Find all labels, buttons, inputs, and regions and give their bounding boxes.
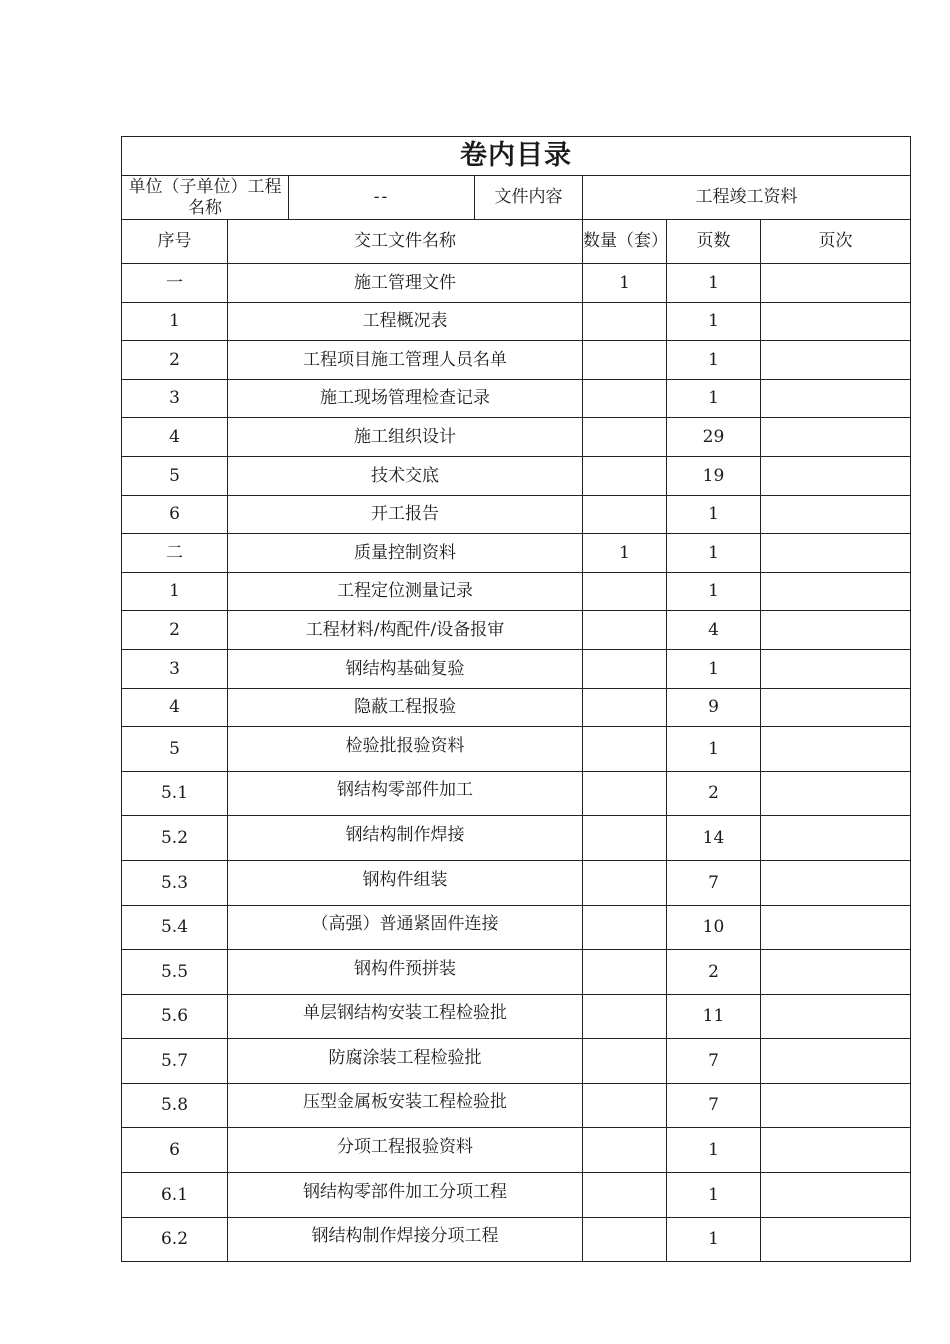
row-seq: 5.8 [122,1083,228,1128]
table-row [122,456,911,495]
row-qty: 1 [583,534,667,573]
row-pages: 1 [667,649,761,688]
row-pages: 9 [667,688,761,727]
row-file-name: 钢构件组装 [228,860,583,905]
row-page-no [761,264,911,303]
table-row [122,688,911,727]
row-qty [583,1039,667,1084]
table-row [122,727,911,772]
row-page-no [761,341,911,380]
row-page-no [761,1217,911,1262]
table-row [122,341,911,380]
table-row [122,771,911,816]
table-row [122,1173,911,1218]
row-file-name: 防腐涂装工程检验批 [228,1039,583,1084]
row-pages: 2 [667,950,761,995]
table-row [122,534,911,573]
row-seq: 6.2 [122,1217,228,1262]
row-qty: 1 [583,264,667,303]
catalog-table [121,136,911,1262]
row-pages: 1 [667,302,761,341]
row-seq: 4 [122,688,228,727]
row-pages: 1 [667,1173,761,1218]
row-file-name: 压型金属板安装工程检验批 [228,1083,583,1128]
row-file-name: 工程定位测量记录 [228,572,583,611]
row-page-no [761,649,911,688]
row-seq: 6.1 [122,1173,228,1218]
table-row [122,994,911,1039]
file-content-label: 文件内容 [475,176,583,220]
row-seq: 3 [122,649,228,688]
row-qty [583,1217,667,1262]
file-content-value: 工程竣工资料 [583,176,911,220]
row-seq: 5.7 [122,1039,228,1084]
row-pages: 7 [667,1083,761,1128]
row-page-no [761,727,911,772]
row-pages: 1 [667,1217,761,1262]
row-pages: 19 [667,456,761,495]
row-page-no [761,418,911,457]
row-seq: 5.1 [122,771,228,816]
row-qty [583,572,667,611]
row-pages: 1 [667,1128,761,1173]
row-file-name: 钢构件预拼装 [228,950,583,995]
row-qty [583,418,667,457]
row-pages: 1 [667,495,761,534]
row-seq: 2 [122,611,228,650]
table-row [122,379,911,418]
unit-project-value: -- [289,176,475,220]
table-row [122,649,911,688]
row-qty [583,860,667,905]
row-qty [583,379,667,418]
row-qty [583,302,667,341]
table-row [122,264,911,303]
row-pages: 7 [667,860,761,905]
row-pages: 7 [667,1039,761,1084]
row-pages: 1 [667,727,761,772]
row-seq: 二 [122,534,228,573]
row-seq: 一 [122,264,228,303]
row-file-name: 钢结构零部件加工 [228,771,583,816]
row-seq: 5.4 [122,905,228,950]
catalog-title: 卷内目录 [122,137,911,176]
row-seq: 5.6 [122,994,228,1039]
row-pages: 4 [667,611,761,650]
row-file-name: （高强）普通紧固件连接 [228,905,583,950]
table-row [122,495,911,534]
row-seq: 1 [122,302,228,341]
catalog-sheet [121,136,910,1262]
row-file-name: 钢结构基础复验 [228,649,583,688]
row-page-no [761,905,911,950]
row-seq: 5 [122,456,228,495]
row-pages: 1 [667,379,761,418]
row-pages: 1 [667,264,761,303]
table-row [122,816,911,861]
row-page-no [761,816,911,861]
row-seq: 6 [122,1128,228,1173]
row-page-no [761,302,911,341]
row-page-no [761,379,911,418]
row-page-no [761,1128,911,1173]
table-row [122,572,911,611]
row-file-name: 单层钢结构安装工程检验批 [228,994,583,1039]
row-page-no [761,534,911,573]
row-page-no [761,1083,911,1128]
table-row [122,905,911,950]
row-file-name: 施工组织设计 [228,418,583,457]
row-qty [583,611,667,650]
row-seq: 3 [122,379,228,418]
row-page-no [761,495,911,534]
row-qty [583,905,667,950]
row-page-no [761,994,911,1039]
row-file-name: 技术交底 [228,456,583,495]
row-pages: 1 [667,572,761,611]
table-row [122,302,911,341]
row-seq: 2 [122,341,228,380]
row-file-name: 钢结构制作焊接 [228,816,583,861]
row-page-no [761,1173,911,1218]
header-name: 交工文件名称 [228,220,583,264]
row-seq: 5.5 [122,950,228,995]
row-page-no [761,860,911,905]
row-seq: 5.2 [122,816,228,861]
row-file-name: 工程材料/构配件/设备报审 [228,611,583,650]
row-qty [583,771,667,816]
row-qty [583,649,667,688]
row-pages: 1 [667,534,761,573]
row-pages: 1 [667,341,761,380]
row-qty [583,688,667,727]
row-qty [583,1173,667,1218]
row-pages: 2 [667,771,761,816]
row-file-name: 施工管理文件 [228,264,583,303]
header-page-no: 页次 [761,220,911,264]
header-qty: 数量（套） [583,220,667,264]
row-qty [583,1128,667,1173]
row-seq: 6 [122,495,228,534]
row-file-name: 质量控制资料 [228,534,583,573]
row-seq: 4 [122,418,228,457]
row-qty [583,816,667,861]
row-pages: 14 [667,816,761,861]
row-qty [583,994,667,1039]
row-pages: 11 [667,994,761,1039]
row-qty [583,456,667,495]
header-pages: 页数 [667,220,761,264]
row-file-name: 工程概况表 [228,302,583,341]
row-page-no [761,572,911,611]
row-file-name: 施工现场管理检查记录 [228,379,583,418]
row-qty [583,1083,667,1128]
row-qty [583,495,667,534]
row-seq: 5 [122,727,228,772]
row-file-name: 钢结构零部件加工分项工程 [228,1173,583,1218]
row-qty [583,950,667,995]
table-row [122,860,911,905]
table-row [122,1039,911,1084]
row-page-no [761,456,911,495]
row-seq: 1 [122,572,228,611]
row-page-no [761,950,911,995]
row-qty [583,727,667,772]
row-seq: 5.3 [122,860,228,905]
row-page-no [761,771,911,816]
row-file-name: 分项工程报验资料 [228,1128,583,1173]
row-file-name: 工程项目施工管理人员名单 [228,341,583,380]
row-pages: 10 [667,905,761,950]
row-page-no [761,688,911,727]
row-file-name: 隐蔽工程报验 [228,688,583,727]
table-row [122,950,911,995]
row-page-no [761,611,911,650]
table-row [122,1217,911,1262]
header-seq: 序号 [122,220,228,264]
row-file-name: 钢结构制作焊接分项工程 [228,1217,583,1262]
row-qty [583,341,667,380]
row-file-name: 开工报告 [228,495,583,534]
unit-project-label: 单位（子单位）工程名称 [122,176,289,220]
row-pages: 29 [667,418,761,457]
table-row [122,1083,911,1128]
table-row [122,1128,911,1173]
table-row [122,611,911,650]
table-row [122,418,911,457]
row-page-no [761,1039,911,1084]
row-file-name: 检验批报验资料 [228,727,583,772]
